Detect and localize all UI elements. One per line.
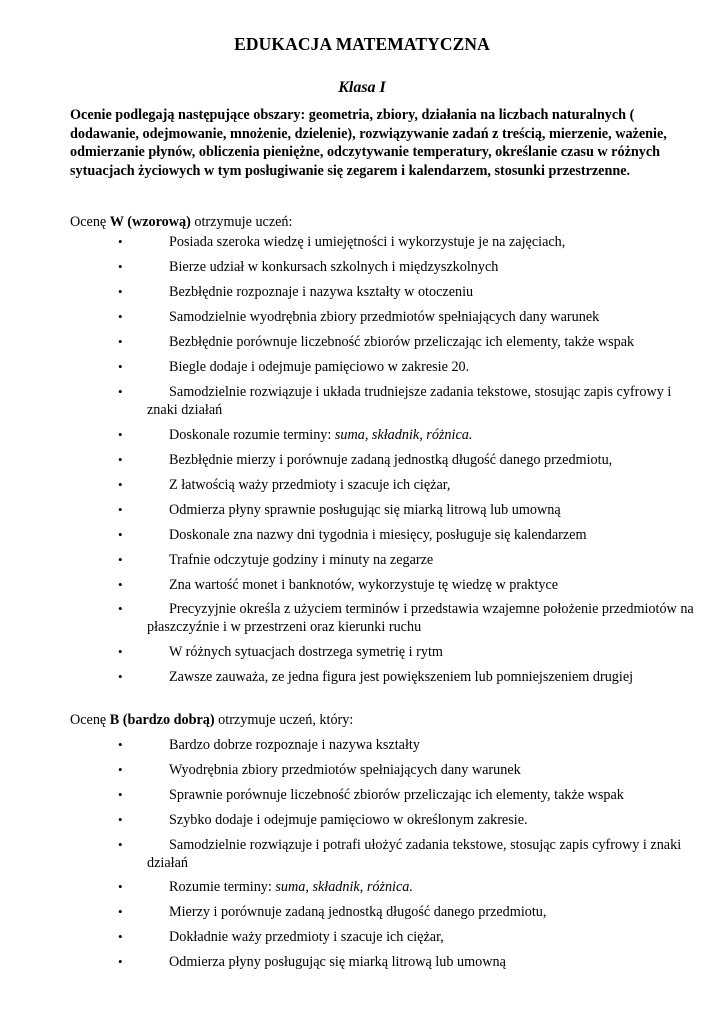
list-item [0, 358, 724, 376]
bullet-icon: • [118, 577, 123, 592]
list-item-text: Trafnie odczytuje godziny i minuty na zegarze [169, 552, 434, 568]
list-item-text: Szybko dodaje i odejmuje pamięciowo w określonym zakresie. [169, 812, 528, 828]
list-item-text: Precyzyjnie określa z użyciem terminów i przedstawia wzajemne położenie przedmiotów na płaszczyźnie i w przestrzeni oraz kierunki ruchu [147, 601, 694, 635]
list-item [0, 501, 724, 519]
list-item [0, 643, 724, 661]
bullet-icon: • [118, 812, 123, 827]
list-item [0, 600, 724, 636]
list-item [0, 953, 724, 971]
list-item [0, 333, 724, 351]
list-item-text: Posiada szeroka wiedzę i umiejętności i wykorzystuje je na zajęciach, [169, 234, 566, 250]
list-item [0, 308, 724, 326]
bullet-icon: • [118, 284, 123, 299]
italic-terms: suma, składnik, różnica. [275, 879, 413, 895]
intro-paragraph: Ocenie podlegają następujące obszary: geometria, zbiory, działania na liczbach naturalnych ( dodawanie, odejmowanie, mnożenie, dzielenie), rozwiązywanie zadań z treścią, mierzenie, ważenie, odmierzanie płynów, obliczenia pieniężne, odczytywanie temperatury, określanie czasu w różnych sytuacjach życiowych w tym posługiwanie się zegarem i kalendarzem, stosunki przestrzenne. [70, 107, 667, 179]
list-item-text: Bezbłędnie mierzy i porównuje zadaną jednostką długość danego przedmiotu, [169, 452, 613, 468]
bullet-icon: • [118, 384, 123, 399]
bullet-icon: • [118, 527, 123, 542]
bullet-icon: • [118, 477, 123, 492]
bullet-icon: • [118, 552, 123, 567]
italic-terms: suma, składnik, różnica. [334, 427, 473, 443]
bullet-icon: • [118, 669, 123, 684]
class-subtitle: Klasa I [338, 79, 386, 96]
list-item-text: W różnych sytuacjach dostrzega symetrię i rytm [169, 644, 443, 660]
list-item [0, 258, 724, 276]
list-item-text: Samodzielnie wyodrębnia zbiory przedmiotów spełniających dany warunek [169, 309, 600, 325]
grade-w-prefix: Ocenę [70, 214, 110, 230]
bullet-icon: • [118, 954, 123, 969]
list-item [0, 811, 724, 829]
grade-b-suffix: otrzymuje uczeń, który: [214, 712, 354, 728]
list-item [0, 786, 724, 804]
list-item-text: Doskonale rozumie terminy: suma, składnik, różnica. [169, 427, 473, 443]
list-item-text: Odmierza płyny posługując się miarką litrową lub umowną [169, 954, 506, 970]
list-item [0, 761, 724, 779]
list-item [0, 383, 724, 419]
list-item-text: Bardzo dobrze rozpoznaje i nazywa kształty [169, 737, 420, 753]
list-item-text: Doskonale zna nazwy dni tygodnia i miesięcy, posługuje się kalendarzem [169, 527, 587, 543]
list-item-text: Wyodrębnia zbiory przedmiotów spełniających dany warunek [169, 762, 521, 778]
list-item-text: Z łatwością waży przedmioty i szacuje ich ciężar, [169, 477, 451, 493]
list-item [0, 476, 724, 494]
list-item-text: Odmierza płyny sprawnie posługując się miarką litrową lub umowną [169, 502, 561, 518]
grade-b-heading [70, 711, 690, 729]
grade-b-label: B (bardzo dobrą) [109, 712, 215, 728]
list-item-text: Bezbłędnie porównuje liczebność zbiorów przeliczając ich elementy, także wspak [169, 334, 635, 350]
grade-w-heading [70, 213, 690, 231]
bullet-icon: • [118, 929, 123, 944]
grade-b-prefix: Ocenę [70, 712, 110, 728]
list-item-text: Samodzielnie rozwiązuje i potrafi ułożyć zadania tekstowe, stosując zapis cyfrowy i znaki działań [147, 837, 682, 871]
bullet-icon: • [118, 904, 123, 919]
list-item [0, 668, 724, 686]
bullet-icon: • [118, 427, 123, 442]
list-item-text: Zna wartość monet i banknotów, wykorzystuje tę wiedzę w praktyce [169, 577, 559, 593]
grade-w-suffix: otrzymuje uczeń: [190, 214, 293, 230]
list-item [0, 526, 724, 544]
list-item [0, 233, 724, 251]
list-item-text: Samodzielnie rozwiązuje i układa trudniejsze zadania tekstowe, stosując zapis cyfrowy i znaki działań [147, 384, 672, 418]
bullet-icon: • [118, 359, 123, 374]
grade-w-label: W (wzorową) [109, 214, 191, 230]
list-item [0, 928, 724, 946]
list-item [0, 426, 724, 444]
list-item [0, 903, 724, 921]
bullet-icon: • [118, 259, 123, 274]
bullet-icon: • [118, 452, 123, 467]
bullet-icon: • [118, 334, 123, 349]
list-item-text: Rozumie terminy: suma, składnik, różnica. [169, 879, 413, 895]
bullet-icon: • [118, 737, 123, 752]
list-item [0, 283, 724, 301]
list-item [0, 551, 724, 569]
page-title: EDUKACJA MATEMATYCZNA [234, 34, 490, 54]
bullet-icon: • [118, 644, 123, 659]
bullet-icon: • [118, 762, 123, 777]
list-item [0, 451, 724, 469]
list-item-text: Biegle dodaje i odejmuje pamięciowo w zakresie 20. [169, 359, 470, 375]
list-item-text: Zawsze zauważa, ze jedna figura jest powiększeniem lub pomniejszeniem drugiej [169, 669, 634, 685]
list-item-text: Sprawnie porównuje liczebność zbiorów przeliczając ich elementy, także wspak [169, 787, 624, 803]
bullet-icon: • [118, 309, 123, 324]
bullet-icon: • [118, 601, 123, 616]
bullet-icon: • [118, 234, 123, 249]
list-item-text: Bierze udział w konkursach szkolnych i międzyszkolnych [169, 259, 499, 275]
list-item-text: Dokładnie waży przedmioty i szacuje ich ciężar, [169, 929, 444, 945]
list-item [0, 836, 724, 872]
list-item [0, 576, 724, 594]
bullet-icon: • [118, 502, 123, 517]
list-item [0, 878, 724, 896]
list-item [0, 736, 724, 754]
list-item-text: Mierzy i porównuje zadaną jednostką długość danego przedmiotu, [169, 904, 547, 920]
bullet-icon: • [118, 787, 123, 802]
bullet-icon: • [118, 837, 123, 852]
list-item-text: Bezbłędnie rozpoznaje i nazywa kształty w otoczeniu [169, 284, 474, 300]
bullet-icon: • [118, 879, 123, 894]
